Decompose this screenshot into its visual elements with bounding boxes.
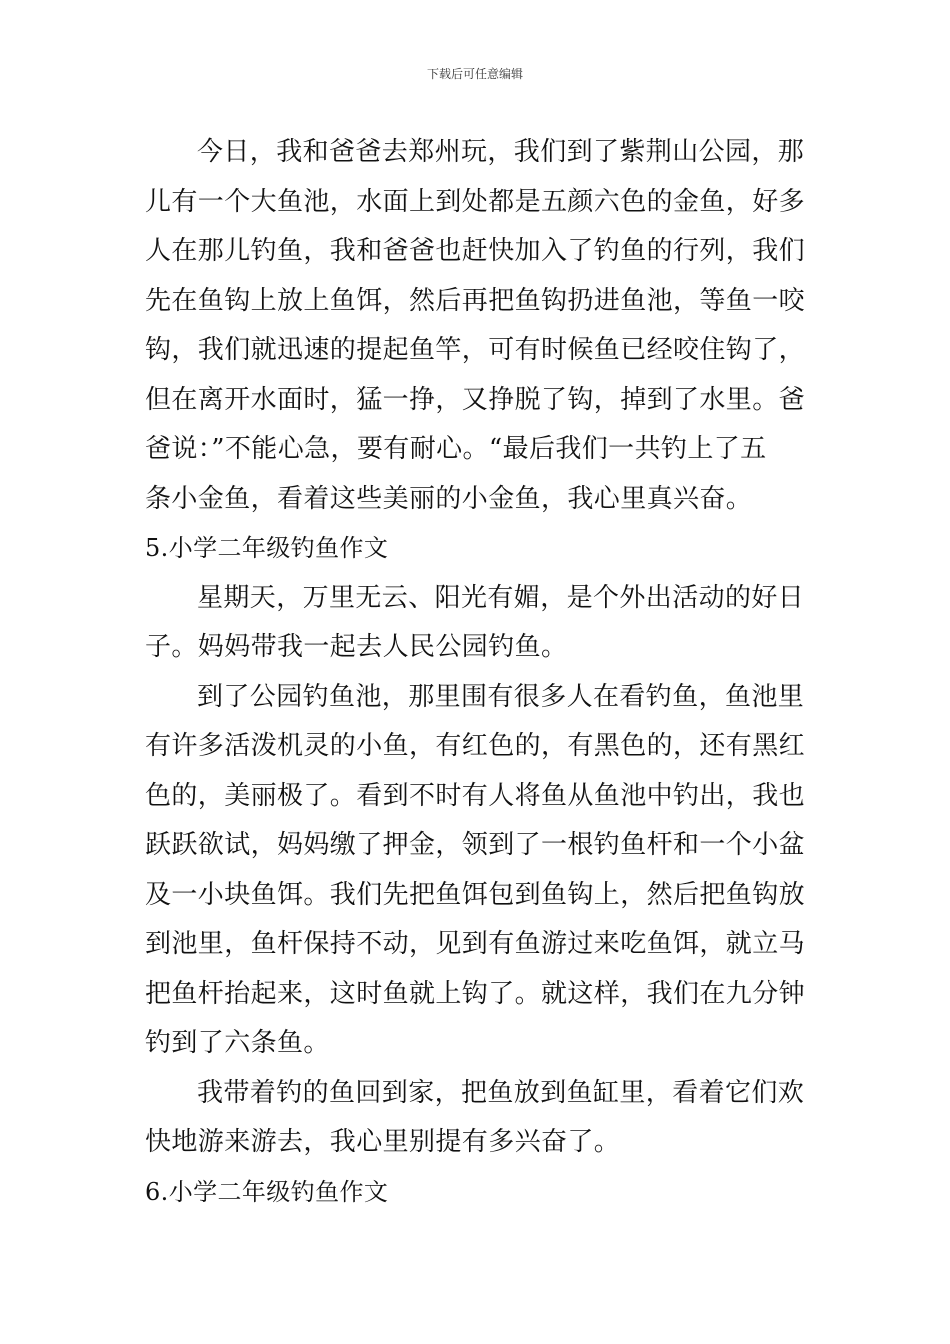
paragraph-line: 先在鱼钩上放上鱼饵，然后再把鱼钩扔进鱼池，等鱼一咬: [145, 285, 806, 316]
paragraph-line: 子。妈妈带我一起去人民公园钓鱼。: [145, 632, 568, 662]
paragraph-line: 儿有一个大鱼池，水面上到处都是五颜六色的金鱼，好多: [145, 186, 806, 217]
paragraph-fishing-pond: [145, 673, 810, 1069]
paragraph-line: 今日，我和爸爸去郑州玩，我们到了紫荆山公园，那: [197, 137, 805, 167]
paragraph-fishing-zhengzhou: [145, 128, 810, 524]
page-header: 下载后可任意编辑: [426, 67, 523, 81]
paragraph-going-home: [145, 1069, 810, 1168]
paragraph-line: 及一小块鱼饵。我们先把鱼饵包到鱼钩上，然后把鱼钩放: [145, 879, 806, 910]
paragraph-line: 有许多活泼机灵的小鱼，有红色的，有黑色的，还有黑红: [145, 731, 806, 761]
paragraph-line: 到了公园钓鱼池，那里围有很多人在看钓鱼，鱼池里: [197, 681, 805, 712]
paragraph-line: 但在离开水面时，猛一挣，又挣脱了钩，掉到了水里。爸: [145, 384, 806, 415]
paragraph-line: 跃跃欲试，妈妈缴了押金，领到了一根钓鱼杆和一个小盆: [145, 830, 806, 860]
paragraph-line: 到池里，鱼杆保持不动，见到有鱼游过来吃鱼饵，就立马: [145, 929, 806, 959]
document-body: [145, 128, 810, 1217]
paragraph-line: 我带着钓的鱼回到家，把鱼放到鱼缸里，看着它们欢: [197, 1077, 805, 1108]
paragraph-sunday: [145, 574, 810, 673]
paragraph-line: 星期天，万里无云、阳光有媚，是个外出活动的好日: [197, 582, 805, 613]
paragraph-line: 钓到了六条鱼。: [145, 1028, 330, 1058]
paragraph-line: 快地游来游去，我心里别提有多兴奋了。: [145, 1127, 621, 1157]
paragraph-line: 钩，我们就迅速的提起鱼竿，可有时候鱼已经咬住钩了，: [145, 335, 806, 365]
paragraph-line: 人在那儿钓鱼，我和爸爸也赶快加入了钓鱼的行列，我们: [145, 236, 806, 266]
paragraph-line: 条小金鱼，看着这些美丽的小金鱼，我心里真兴奋。: [145, 483, 753, 514]
paragraph-line: 把鱼杆抬起来，这时鱼就上钩了。就这样，我们在九分钟: [145, 978, 806, 1009]
paragraph-line: 爸说：”不能心急，要有耐心。“最后我们一共钓上了五: [145, 434, 767, 464]
section-heading-6: 6.小学二年级钓鱼作文: [145, 1177, 389, 1206]
section-heading-5: 5.小学二年级钓鱼作文: [145, 534, 389, 562]
paragraph-line: 色的，美丽极了。看到不时有人将鱼从鱼池中钓出，我也: [145, 780, 806, 811]
